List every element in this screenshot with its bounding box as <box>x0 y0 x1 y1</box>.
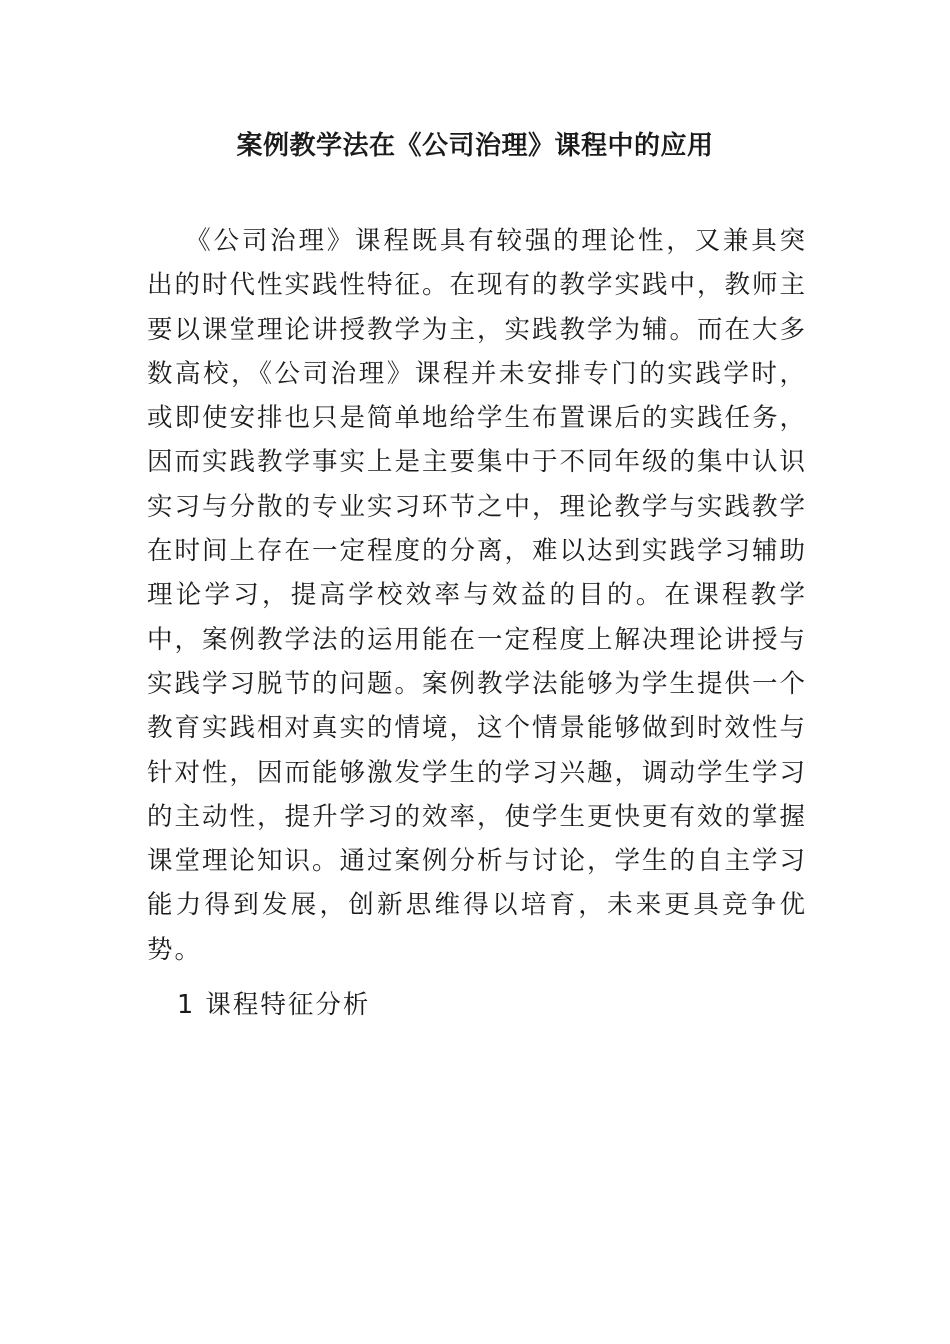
section-heading: 1 课程特征分析 <box>177 990 371 1020</box>
document-title: 案例教学法在《公司治理》课程中的应用 <box>236 131 714 161</box>
intro-paragraph: 《公司治理》课程既具有较强的理论性，又兼具突出的时代性实践性特征。在现有的教学实践中，教师主要以课堂理论讲授教学为主，实践教学为辅。而在大多数高校，《公司治理》课程并未安排专门的实践学时，或即使安排也只是简单地给学生布置课后的实践任务，因而实践教学事实上是主要集中于不同年级的集中认识实习与分散的专业实习环节之中，理论教学与实践教学在时间上存在一定程度的分离，难以达到实践学习辅助理论学习，提高学校效率与效益的目的。在课程教学中，案例教学法的运用能在一定程度上解决理论讲授与实践学习脱节的问题。案例教学法能够为学生提供一个教育实践相对真实的情境，这个情景能够做到时效性与针对性，因而能够激发学生的学习兴趣，调动学生学习的主动性，提升学习的效率，使学生更快更有效的掌握课堂理论知识。通过案例分析与讨论，学生的自主学习能力得到发展，创新思维得以培育，未来更具竞争优势。 <box>147 226 808 965</box>
